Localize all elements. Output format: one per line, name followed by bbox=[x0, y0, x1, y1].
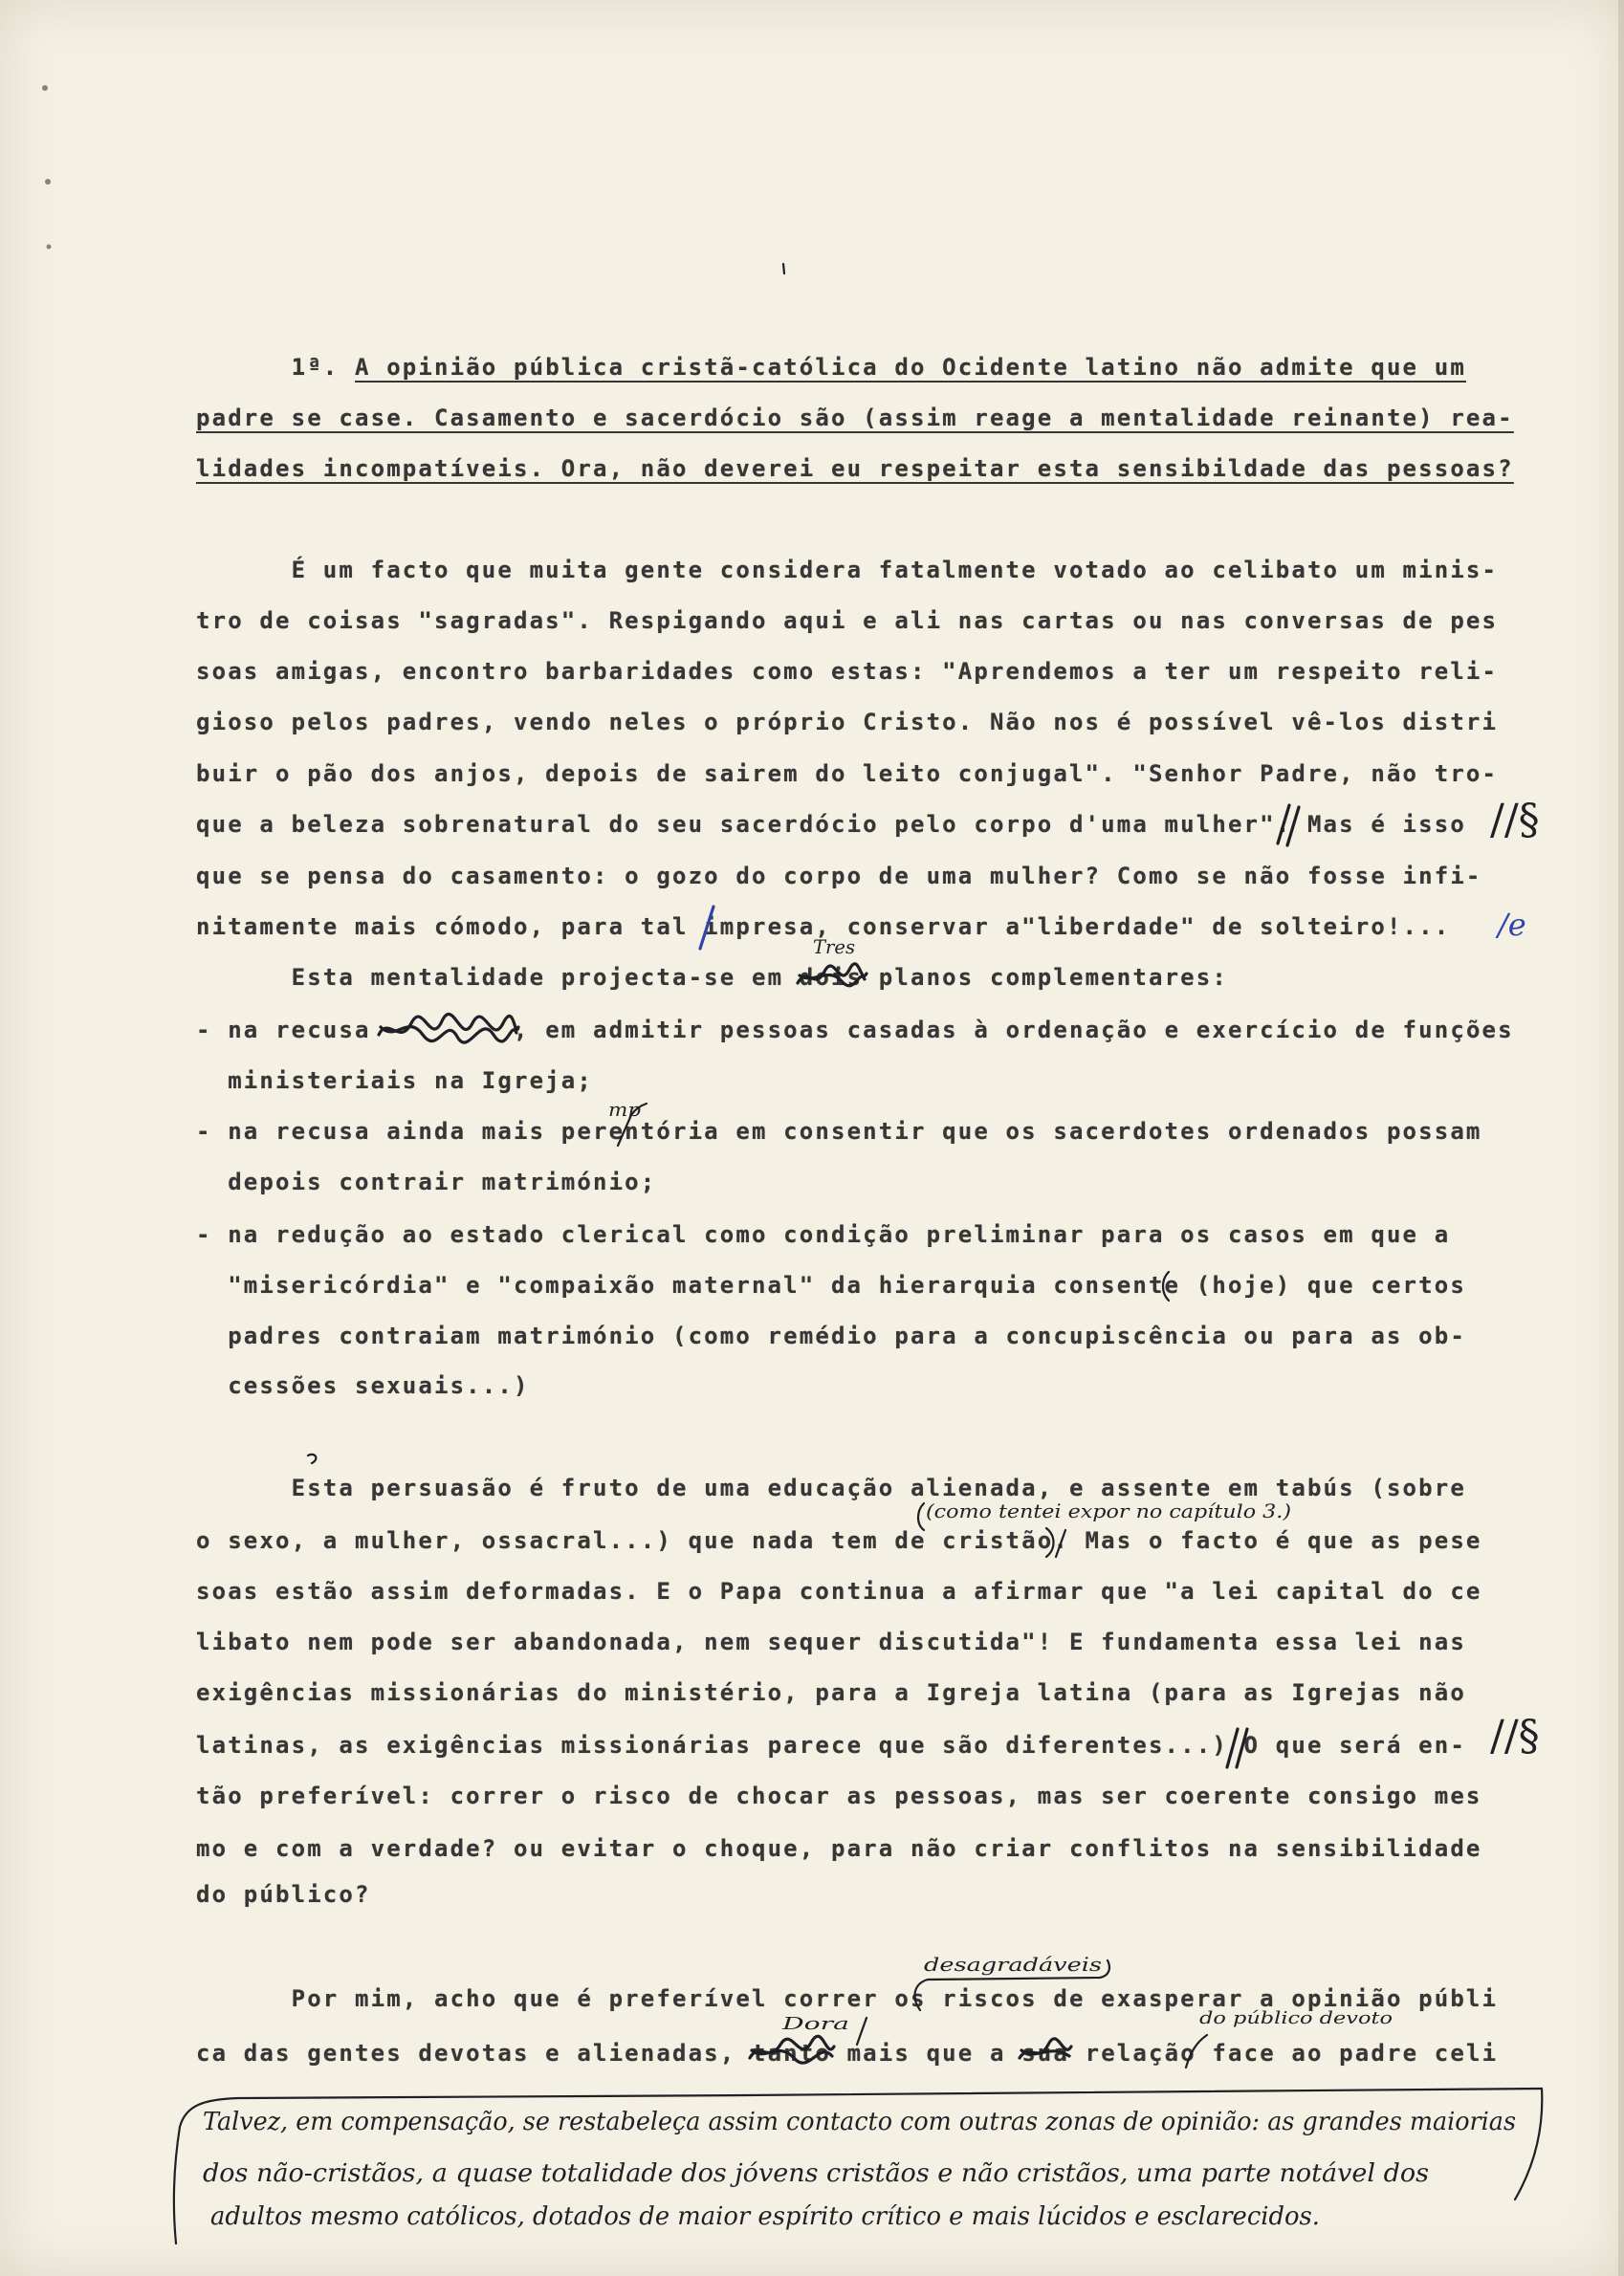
line-text: ca das gentes devotas e alienadas, bbox=[196, 2040, 752, 2067]
struck-word: sua bbox=[1021, 2040, 1069, 2067]
list-item-3-continuation: cessões sexuais...) bbox=[228, 1372, 530, 1399]
paragraph-1-line: que se pensa do casamento: o gozo do corpo de uma mulher? Como se não fosse infi- bbox=[196, 863, 1482, 889]
paragraph-3-line: o sexo, a mulher, ossacral...) que nada tem de cristão. Mas o facto é que as pese bbox=[196, 1527, 1482, 1554]
paragraph-3-line: mo e com a verdade? ou evitar o choque, para não criar conflitos na sensibilidade bbox=[196, 1835, 1482, 1862]
paragraph-3-line: do público? bbox=[196, 1881, 371, 1908]
handwritten-correction-dora: Dora bbox=[782, 2014, 849, 2034]
edge-mark bbox=[45, 179, 51, 185]
paragraph-1-line: buir o pão dos anjos, depois de sairem do leito conjugal". "Senhor Padre, não tro- bbox=[196, 760, 1499, 787]
paragraph-2-intro bbox=[196, 958, 1228, 996]
handwritten-note-line: dos não-cristãos, a quase totalidade dos jóvens cristãos e não cristãos, uma parte notável dos bbox=[203, 2159, 1430, 2188]
paragraph-1-line: tro de coisas "sagradas". Respigando aqui e ali nas cartas ou nas conversas de pes bbox=[196, 607, 1499, 634]
struck-word: dois bbox=[799, 964, 864, 991]
list-item-1-continuation: ministeriais na Igreja; bbox=[228, 1067, 593, 1094]
list-item-3-continuation: "misericórdia" e "compaixão maternal" da hierarquia consente (hoje) que certos bbox=[228, 1272, 1466, 1299]
intro-text: planos complementares: bbox=[863, 964, 1228, 991]
paragraph-1-line: soas amigas, encontro barbaridades como estas: "Aprendemos a ter um respeito reli- bbox=[196, 658, 1499, 685]
paragraph-3-line: tão preferível: correr o risco de chocar as pessoas, mas ser coerente consigo mes bbox=[196, 1783, 1482, 1809]
paragraph-3-line: latinas, as exigências missionárias parece que são diferentes...) O que será en- bbox=[196, 1732, 1466, 1759]
list-item-2-continuation: depois contrair matrimónio; bbox=[228, 1169, 657, 1195]
list-item-text: - na recusa bbox=[196, 1017, 387, 1043]
handwritten-note-line: adultos mesmo católicos, dotados de maior espírito crítico e mais lúcidos e esclarecidos. bbox=[210, 2202, 1320, 2231]
struck-word: tanto bbox=[751, 2040, 831, 2067]
handwritten-annotation-chapter: (como tentei expor no capítulo 3.) bbox=[926, 1499, 1291, 1522]
list-item-3: - na redução ao estado clerical como condição preliminar para os casos em que a bbox=[196, 1221, 1451, 1248]
heading-text: A opinião pública cristã-católica do Ocidente latino não admite que um bbox=[355, 354, 1466, 381]
paragraph-3-line: soas estão assim deformadas. E o Papa continua a afirmar que "a lei capital do ce bbox=[196, 1578, 1482, 1605]
paragraph-1-line: É um facto que muita gente considera fatalmente votado ao celibato um minis- bbox=[291, 557, 1499, 583]
handwritten-correction-mp: mp bbox=[608, 1098, 641, 1121]
heading-text: padre se case. Casamento e sacerdócio são (assim reage a mentalidade reinante) rea- bbox=[196, 405, 1514, 431]
paragraph-4-line-2 bbox=[196, 2034, 1498, 2072]
note-bracket bbox=[1515, 2089, 1542, 2199]
list-item-1 bbox=[196, 1011, 1514, 1049]
margin-mark-paragraph-break: //§ bbox=[1490, 796, 1540, 844]
list-item-2: - na recusa ainda mais perentória em consentir que os sacerdotes ordenados possam bbox=[196, 1118, 1482, 1145]
list-item-3-continuation: padres contraiam matrimónio (como remédio para a concupiscência ou para as ob- bbox=[228, 1323, 1466, 1349]
paragraph-1-line: gioso pelos padres, vendo neles o próprio Cristo. Não nos é possível vê-los distri bbox=[196, 709, 1499, 735]
heading-line-2 bbox=[196, 399, 1514, 437]
handwritten-insertion-publico: do público devoto bbox=[1199, 2008, 1393, 2028]
paragraph-3-line: libato nem pode ser abandonada, nem sequer discutida"! E fundamenta essa lei nas bbox=[196, 1629, 1466, 1655]
list-item-text: , em admitir pessoas casadas à ordenação e exercício de funções bbox=[514, 1017, 1514, 1043]
heading-text: lidades incompatíveis. Ora, não deverei eu respeitar esta sensibildade das pessoas? bbox=[196, 455, 1514, 482]
handwritten-note-line: Talvez, em compensação, se restabeleça assim contacto com outras zonas de opinião: as grandes maiorias bbox=[203, 2108, 1516, 2136]
margin-mark-paragraph-break: //§ bbox=[1490, 1712, 1540, 1761]
crossed-out-word bbox=[386, 1028, 514, 1038]
paragraph-4-line-1: Por mim, acho que é preferível correr os riscos de exasperar a opinião públi bbox=[291, 1985, 1499, 2012]
line-text: relação face ao padre celi bbox=[1069, 2040, 1499, 2067]
paragraph-3-line: Esta persuasão é fruto de uma educação alienada, e assente em tabús (sobre bbox=[291, 1475, 1466, 1501]
edge-mark bbox=[42, 85, 48, 91]
speck-mark bbox=[308, 1455, 316, 1463]
handwritten-correction-tres: Tres bbox=[813, 935, 855, 958]
speck-mark bbox=[783, 264, 784, 274]
paragraph-1-line: que a beleza sobrenatural do seu sacerdócio pelo corpo d'uma mulher". Mas é isso bbox=[196, 811, 1466, 838]
heading-line-3 bbox=[196, 449, 1514, 488]
line-text: mais que a bbox=[830, 2040, 1022, 2067]
edge-mark bbox=[47, 245, 52, 250]
handwritten-insertion-desagradaveis: desagradáveis bbox=[924, 1953, 1102, 1976]
intro-text: Esta mentalidade projecta-se em bbox=[291, 964, 800, 991]
heading-line-1 bbox=[196, 348, 1466, 386]
paragraph-3-line: exigências missionárias do ministério, para a Igreja latina (para as Igrejas não bbox=[196, 1679, 1466, 1706]
margin-mark-letter-change: /e bbox=[1498, 907, 1526, 943]
section-number: 1ª. bbox=[291, 354, 340, 381]
paragraph-1-line: nitamente mais cómodo, para tal impresa, conservar a"liberdade" de solteiro!... bbox=[196, 913, 1451, 940]
